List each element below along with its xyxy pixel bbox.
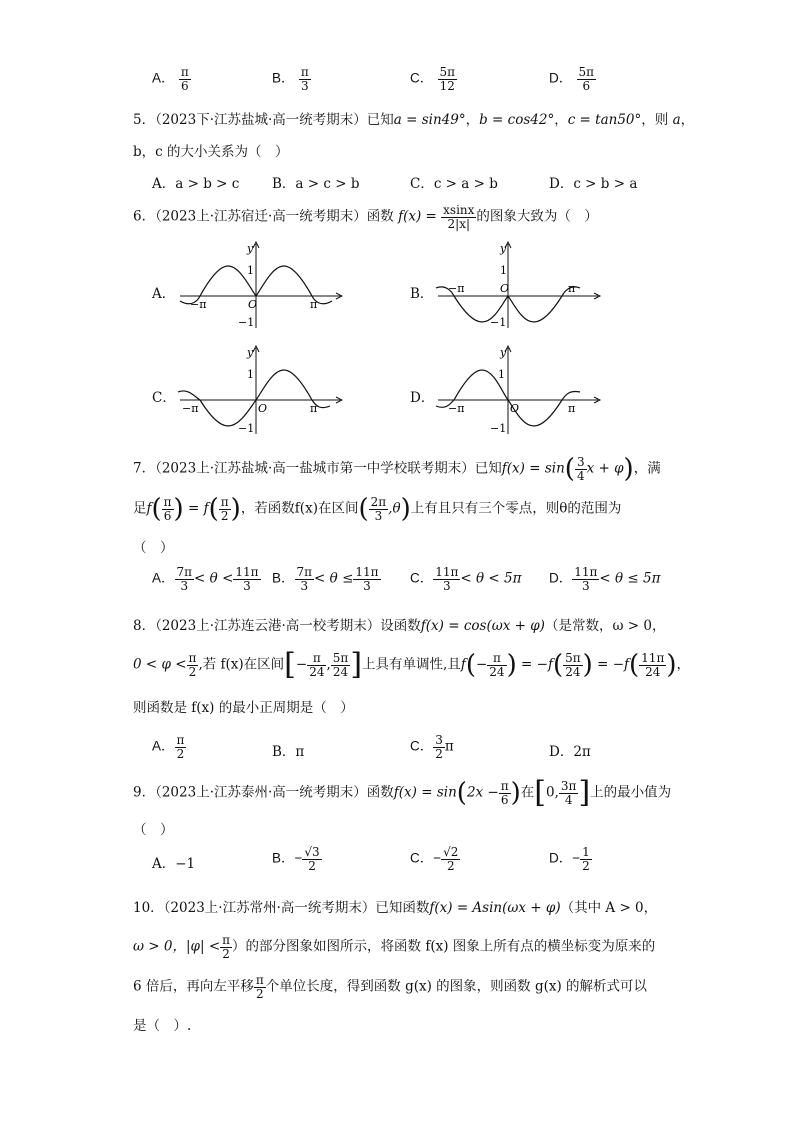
origin-label: O [510,402,520,415]
q4-option-d[interactable] [549,66,596,92]
tick-minus-1: −1 [238,316,255,329]
math-fraction: $\frac{xsinx}{2|x|}$ [443,203,475,231]
option-fraction: $\frac{\pi}{6}$ [180,65,189,93]
question-source: （2023上·江苏盐城·高一盐城市第一中学校联考期末） [155,460,475,477]
question-number: 7． [133,460,156,477]
option-label: B．− [272,850,303,866]
tick-1: 1 [498,368,505,381]
tick-pi: π [568,402,576,415]
option-label: D． [549,570,573,586]
q6-graph-d[interactable] [428,342,608,438]
stem-text: 函数 [366,208,394,225]
option-fraction: $\frac{5\pi}{12}$ [439,65,456,93]
question-number: 6． [133,208,156,225]
question-source: （2023上·江苏常州·高一统考期末） [163,900,376,916]
stem-text: （其中 A > 0， [560,900,658,916]
q7-option-a[interactable]: A． $\frac{7\pi}{3}$ < θ < $\frac{11\pi}{3}$ [152,565,259,593]
stem-text: 个单位长度，得到函数 g(x) 的图象，则函数 g(x) 的解析式可以 [265,978,648,995]
q7-stem-line2: 足f( $\frac{\pi}{6}$ ) = f( $\frac{\pi}{2}$ )，若函数f(x)在区间( $\frac{2\pi}{3}$ ,θ)上有且只有三个零点，则θ的范围为 [133,494,622,525]
q9-option-d[interactable]: D．− $\frac{1}{2}$ [549,845,590,873]
q7-option-b[interactable]: B． $\frac{7\pi}{3}$ < θ ≤ $\frac{11\pi}{3}$ [272,565,379,593]
q5-stem-line2: b，c 的大小关系为（ ） [133,144,289,160]
stem-text: 上有且只有三个零点，则θ的范围为 [410,500,622,517]
q10-stem-line3: 6 倍后，再向左平移 $\frac{\pi}{2}$ 个单位长度，得到函数 g(x) 的图象，则函数 g(x) 的解析式可以 [133,973,648,1001]
q8-stem-line2: 0 < φ < $\frac{\pi}{2}$ ,若 f(x)在区间[− $\frac{\pi}{24}$ , $\frac{5\pi}{24}$ ]上具有单调性,且f(− $\frac{\pi}{24}$ ) = −f( $\frac{5\pi}{24}$ ) = −f( $\frac{11\pi}{24}$ )， [133,647,690,683]
tick-1: 1 [500,264,507,277]
stem-text: （是常数，ω > 0， [544,618,666,634]
option-label: A． [152,570,175,586]
q8-option-c[interactable]: C． $\frac{3}{2}$ π [410,733,454,761]
q10-stem-line4: 是（ ）. [133,1018,192,1034]
q6-graph-b[interactable] [428,238,608,334]
option-label: A． [152,70,175,86]
option-label: C． [410,70,434,86]
q7-option-d[interactable]: D． $\frac{11\pi}{3}$ < θ ≤ 5π [549,565,661,593]
tick-minus-pi: −π [448,282,465,295]
axis-y-label: y [247,346,254,359]
option-label: B． [272,70,295,86]
tick-pi: π [568,282,576,295]
q4-option-c[interactable] [410,66,457,92]
stem-text: 上具有单调性,且 [362,656,461,673]
question-source: （2023上·江苏泰州·高一统考期末） [155,784,367,801]
tick-1: 1 [247,368,254,381]
stem-text: ）的部分图象如图所示，将函数 f(x) 图象上所有点的横坐标变为原来的 [232,938,656,955]
q6-option-b-label[interactable]: B． [410,286,434,302]
stem-text: 已知 [474,460,502,477]
tick-pi: π [310,402,318,415]
q7-stem-line3: （ ） [133,540,174,556]
q9-stem-line2: （ ） [133,822,174,838]
option-label: A． [152,738,175,754]
q8-option-d[interactable]: D．2π [549,744,591,760]
tick-pi: π [310,298,318,311]
option-fraction: $\frac{5\pi}{6}$ [578,65,595,93]
math-f-def: f(x) = Asin(ωx + φ) [429,900,561,916]
q6-graph-c[interactable] [170,342,350,438]
math-f: f [146,500,152,517]
q4-option-b[interactable] [272,66,311,92]
stem-text: ，满 [633,460,661,477]
q8-stem-line1 [133,614,665,634]
q5-option-a[interactable]: A．a > b > c [152,176,240,192]
math-b: b = cos42° [479,112,555,128]
q4-option-a[interactable] [152,66,191,92]
q6-option-d-label[interactable]: D． [410,390,435,406]
math-f-def: f(x) = cos(ωx + φ) [420,618,545,634]
axis-y-label: y [500,242,507,255]
tick-minus-pi: −π [448,402,465,415]
math-f-def: f(x) = sin [501,460,565,477]
option-label: D． [549,70,573,86]
origin-label: O [248,298,258,311]
origin-label: O [258,402,268,415]
stem-text: 已知函数 [375,900,430,916]
q8-stem-line3: 则函数是 f(x) 的最小正周期是（ ） [133,700,354,716]
tick-minus-pi: −π [190,298,207,311]
q9-option-a[interactable]: A．−1 [152,856,196,872]
axis-y-label: y [500,346,507,359]
q10-stem-line1 [133,896,657,916]
q8-option-b[interactable]: B．π [272,744,305,760]
option-label: B． [272,570,295,586]
q7-stem-line1: 7．（2023上·江苏盐城·高一盐城市第一中学校联考期末）已知f(x) = sin( $\frac{3}{4}$ x + φ)，满 [133,454,661,485]
option-label: D．− [549,850,581,866]
q7-option-c[interactable]: C． $\frac{11\pi}{3}$ < θ < 5π [410,565,522,593]
question-number: 5． [133,112,156,128]
axis-y-label: y [247,242,254,255]
stem-text: 设函数 [380,618,421,634]
math-f: f(x) = [398,208,437,225]
stem-text: ,若 f(x)在区间 [198,656,285,673]
q5-option-d[interactable]: D．c > b > a [549,176,638,192]
q9-option-c[interactable]: C．− $\frac{√2}{2}$ [410,845,459,873]
math-a: a = sin49° [393,112,466,128]
tick-minus-1: −1 [238,422,255,435]
q5-stem-line1: 5．（2023下·江苏盐城·高一统考期末）已知a = sin49°，b = cos42°，c = tan50°，则 a， [133,112,695,128]
option-label: C．− [410,850,442,866]
q5-option-b[interactable]: B．a > c > b [272,176,360,192]
question-source: （2023下·江苏盐城·高一统考期末） [155,112,367,128]
tick-1: 1 [247,264,254,277]
tick-minus-pi: −π [182,402,199,415]
q6-graph-a[interactable] [170,238,350,334]
q6-option-c-label[interactable]: C． [152,390,176,406]
option-label: C． [410,738,434,754]
q9-option-b[interactable]: B．− $\frac{√3}{2}$ [272,845,320,873]
stem-text: 函数 [366,784,394,801]
q8-option-a[interactable]: A． $\frac{\pi}{2}$ [152,733,185,761]
stem-text: 6 倍后，再向左平移 [133,978,254,995]
question-number: 9． [133,784,156,801]
question-number: 10． [133,900,164,916]
option-fraction: $\frac{\pi}{3}$ [300,65,309,93]
q6-option-a-label[interactable]: A． [152,286,176,302]
math-f-def: f(x) = sin [393,784,457,801]
question-source: （2023上·江苏连云港·高一校考期末） [155,618,381,634]
math-fraction: $\frac{3}{4}$ [576,455,585,483]
stem-text: ，若函数f(x)在区间 [240,500,359,517]
question-number: 8． [133,618,156,634]
q9-stem-line1: 9．（2023上·江苏泰州·高一统考期末）函数f(x) = sin(2x − $\frac{\pi}{6}$ )在[0, $\frac{3\pi}{4}$ ]上的最小值为 [133,775,672,811]
stem-text: 足 [133,500,147,517]
q5-option-c[interactable]: C．c > a > b [410,176,498,192]
tick-minus-1: −1 [490,316,507,329]
math-c: c = tan50° [567,112,642,128]
tick-minus-1: −1 [490,422,507,435]
math-inner: x + φ [586,460,624,477]
q6-stem [133,204,598,230]
stem-text: 的图象大致为（ ） [476,208,598,225]
q10-stem-line2: ω > 0，|φ| < $\frac{\pi}{2}$ ）的部分图象如图所示，将函数 f(x) 图象上所有点的横坐标变为原来的 [133,933,656,961]
stem-text: ，则 [641,112,669,128]
stem-text: 已知 [366,112,394,128]
stem-text: 上的最小值为 [590,784,672,801]
question-source: （2023上·江苏宿迁·高一统考期末） [155,208,367,225]
origin-label: O [500,282,510,295]
option-label: C． [410,570,434,586]
